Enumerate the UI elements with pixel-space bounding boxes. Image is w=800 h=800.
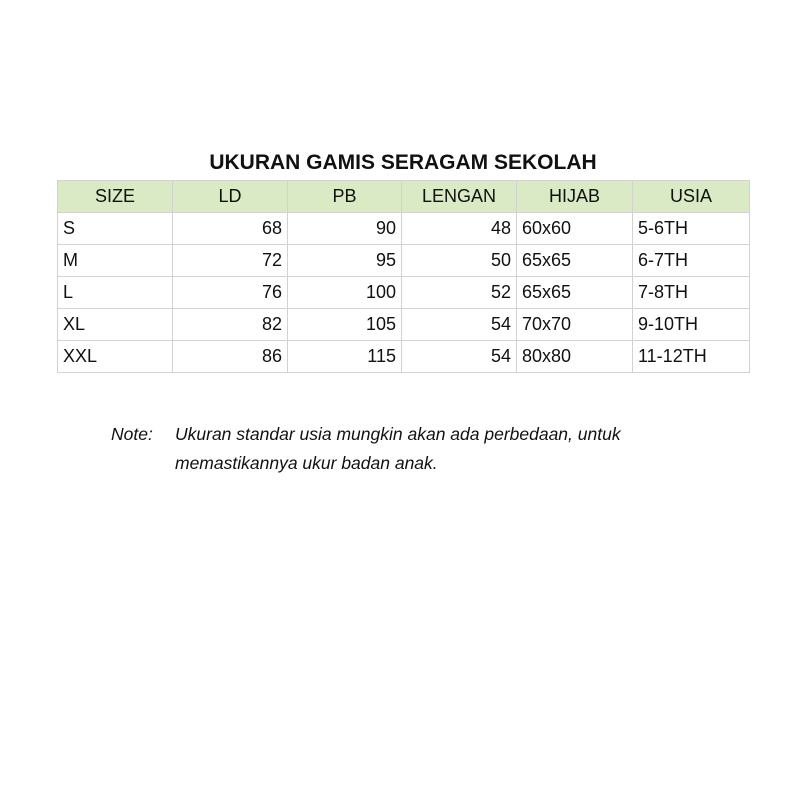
- ld-cell: 82: [173, 309, 288, 341]
- table-row: [58, 245, 750, 277]
- size-cell: XXL: [58, 341, 173, 373]
- ld-cell: 76: [173, 277, 288, 309]
- table-row: [58, 309, 750, 341]
- lengan-cell: 48: [402, 213, 517, 245]
- size-cell: M: [58, 245, 173, 277]
- pb-cell: 95: [288, 245, 402, 277]
- pb-cell: 100: [288, 277, 402, 309]
- note-label: Note:: [111, 424, 153, 444]
- size-cell: XL: [58, 309, 173, 341]
- page-title: UKURAN GAMIS SERAGAM SEKOLAH: [209, 151, 597, 174]
- ld-cell: 86: [173, 341, 288, 373]
- lengan-cell: 54: [402, 309, 517, 341]
- pb-cell: 90: [288, 213, 402, 245]
- note-line-2: memastikannya ukur badan anak.: [175, 453, 438, 473]
- usia-cell: 11-12TH: [633, 341, 750, 373]
- pb-cell: 105: [288, 309, 402, 341]
- hijab-cell: 70x70: [517, 309, 633, 341]
- lengan-cell: 54: [402, 341, 517, 373]
- hijab-cell: 65x65: [517, 245, 633, 277]
- column-header-pb: PB: [288, 181, 402, 213]
- column-header-hijab: HIJAB: [517, 181, 633, 213]
- size-cell: L: [58, 277, 173, 309]
- column-header-ld: LD: [173, 181, 288, 213]
- hijab-cell: 80x80: [517, 341, 633, 373]
- usia-cell: 7-8TH: [633, 277, 750, 309]
- column-header-lengan: LENGAN: [402, 181, 517, 213]
- hijab-cell: 65x65: [517, 277, 633, 309]
- size-chart-table: [57, 180, 750, 373]
- ld-cell: 68: [173, 213, 288, 245]
- pb-cell: 115: [288, 341, 402, 373]
- hijab-cell: 60x60: [517, 213, 633, 245]
- header-row: [58, 181, 750, 213]
- ld-cell: 72: [173, 245, 288, 277]
- column-header-usia: USIA: [633, 181, 750, 213]
- usia-cell: 5-6TH: [633, 213, 750, 245]
- lengan-cell: 50: [402, 245, 517, 277]
- size-cell: S: [58, 213, 173, 245]
- table-row: [58, 277, 750, 309]
- lengan-cell: 52: [402, 277, 517, 309]
- table-row: [58, 341, 750, 373]
- note-line-1: Ukuran standar usia mungkin akan ada perbedaan, untuk: [175, 424, 621, 444]
- table-row: [58, 213, 750, 245]
- column-header-size: SIZE: [58, 181, 173, 213]
- usia-cell: 6-7TH: [633, 245, 750, 277]
- note-text: [175, 420, 755, 478]
- usia-cell: 9-10TH: [633, 309, 750, 341]
